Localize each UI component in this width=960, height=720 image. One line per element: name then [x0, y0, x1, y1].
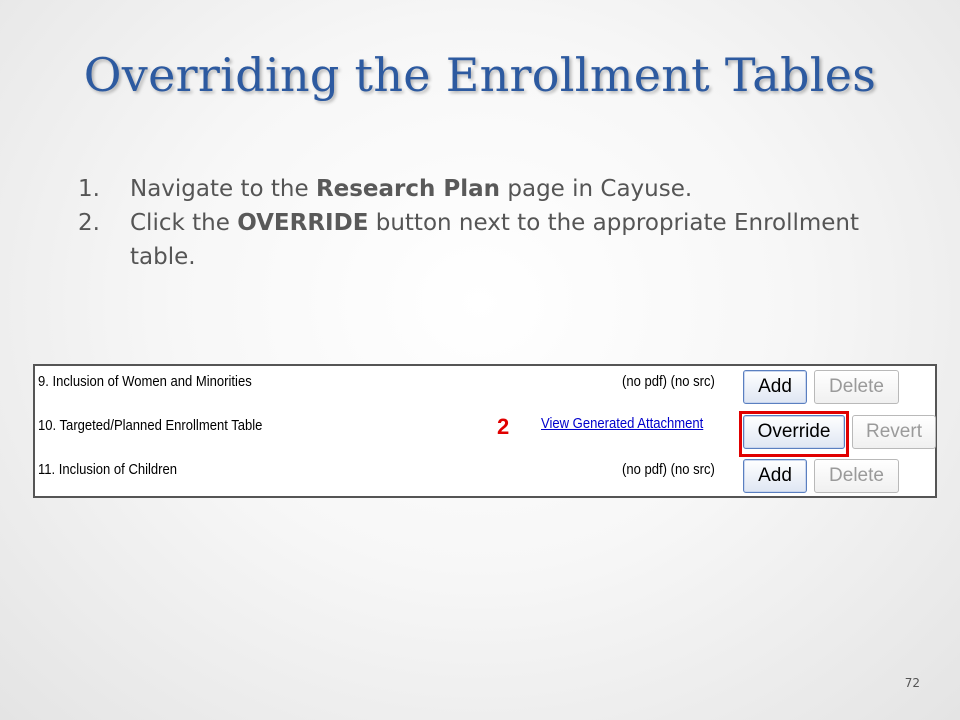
add-button[interactable]: Add	[743, 370, 807, 404]
override-button[interactable]: Override	[743, 415, 845, 449]
step-number: 2.	[78, 210, 100, 236]
delete-button: Delete	[814, 370, 899, 404]
step-text: Navigate to the	[130, 176, 316, 202]
step-text: page in Cayuse.	[500, 176, 693, 202]
step-item	[78, 206, 928, 274]
revert-button: Revert	[852, 415, 936, 449]
row-label: 10. Targeted/Planned Enrollment Table	[38, 418, 263, 434]
step-item	[78, 172, 928, 206]
instruction-steps	[78, 172, 928, 274]
view-generated-attachment-link[interactable]: View Generated Attachment	[541, 416, 704, 432]
file-status: (no pdf) (no src)	[622, 462, 715, 478]
file-status: (no pdf) (no src)	[622, 374, 715, 390]
step-text: Click the	[130, 210, 238, 236]
row-label: 11. Inclusion of Children	[38, 462, 178, 478]
highlight-box	[739, 411, 849, 457]
step-emphasis: Research Plan	[315, 176, 501, 202]
slide-title: Overriding the Enrollment Tables	[83, 48, 877, 102]
step-emphasis: OVERRIDE	[237, 210, 369, 236]
add-button[interactable]: Add	[743, 459, 807, 493]
step-marker: 2	[497, 414, 510, 439]
step-number: 1.	[78, 176, 100, 202]
row-label: 9. Inclusion of Women and Minorities	[38, 374, 252, 390]
page-number: 72	[904, 676, 920, 690]
cayuse-attachments-table	[33, 364, 937, 498]
step-text: button next to the appropriate Enrollment table.	[130, 210, 860, 270]
delete-button: Delete	[814, 459, 899, 493]
